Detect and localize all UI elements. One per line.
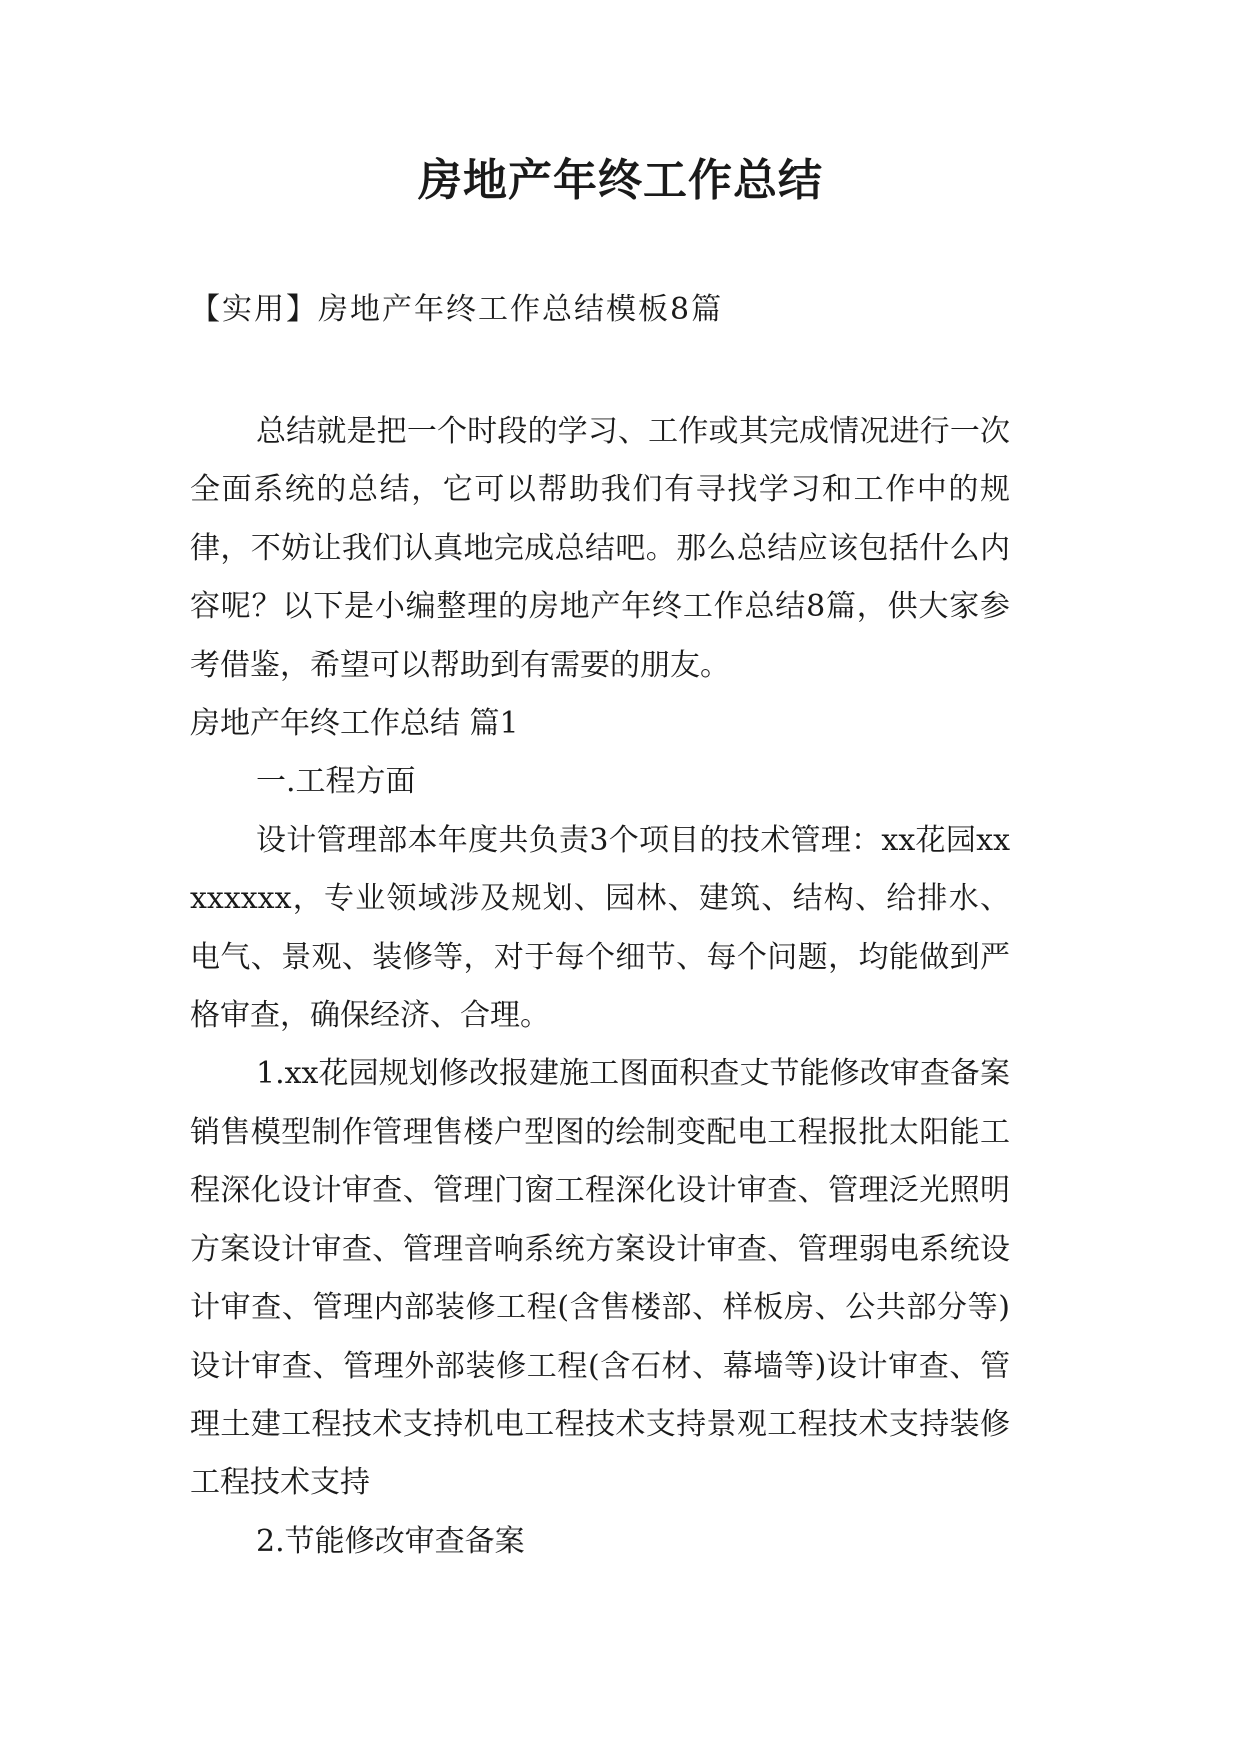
- document-subtitle: 【实用】房地产年终工作总结模板8篇: [190, 292, 724, 327]
- body-paragraph-2: 1.xx花园规划修改报建施工图面积查丈节能修改审查备案销售模型制作管理售楼户型图的绘制变配电工程报批太阳能工程深化设计审查、管理门窗工程深化设计审查、管理泛光照明方案设计审查、管理音响系统方案设计审查、管理弱电系统设计审查、管理内部装修工程(含售楼部、样板房、公共部分等)设计审查、管理外部装修工程(含石材、幕墙等)设计审查、管理土建工程技术支持机电工程技术支持景观工程技术支持装修工程技术支持: [190, 1056, 1010, 1501]
- intro-paragraph: 总结就是把一个时段的学习、工作或其完成情况进行一次全面系统的总结，它可以帮助我们有寻找学习和工作中的规律，不妨让我们认真地完成总结吧。那么总结应该包括什么内容呢？以下是小编整理的房地产年终工作总结8篇，供大家参考借鉴，希望可以帮助到有需要的朋友。: [190, 414, 1010, 683]
- body-paragraph-3: 2.节能修改审查备案: [256, 1523, 525, 1559]
- document-title: 房地产年终工作总结: [418, 155, 823, 206]
- subsection-heading: 一.工程方面: [256, 764, 416, 800]
- section-heading: 房地产年终工作总结 篇1: [190, 706, 519, 742]
- document-body: [190, 403, 1010, 1571]
- body-paragraph-1: 设计管理部本年度共负责3个项目的技术管理：xx花园xxxxxxxx，专业领域涉及规划、园林、建筑、结构、给排水、电气、景观、装修等，对于每个细节、每个问题，均能做到严格审查，确保经济、合理。: [190, 822, 1010, 1034]
